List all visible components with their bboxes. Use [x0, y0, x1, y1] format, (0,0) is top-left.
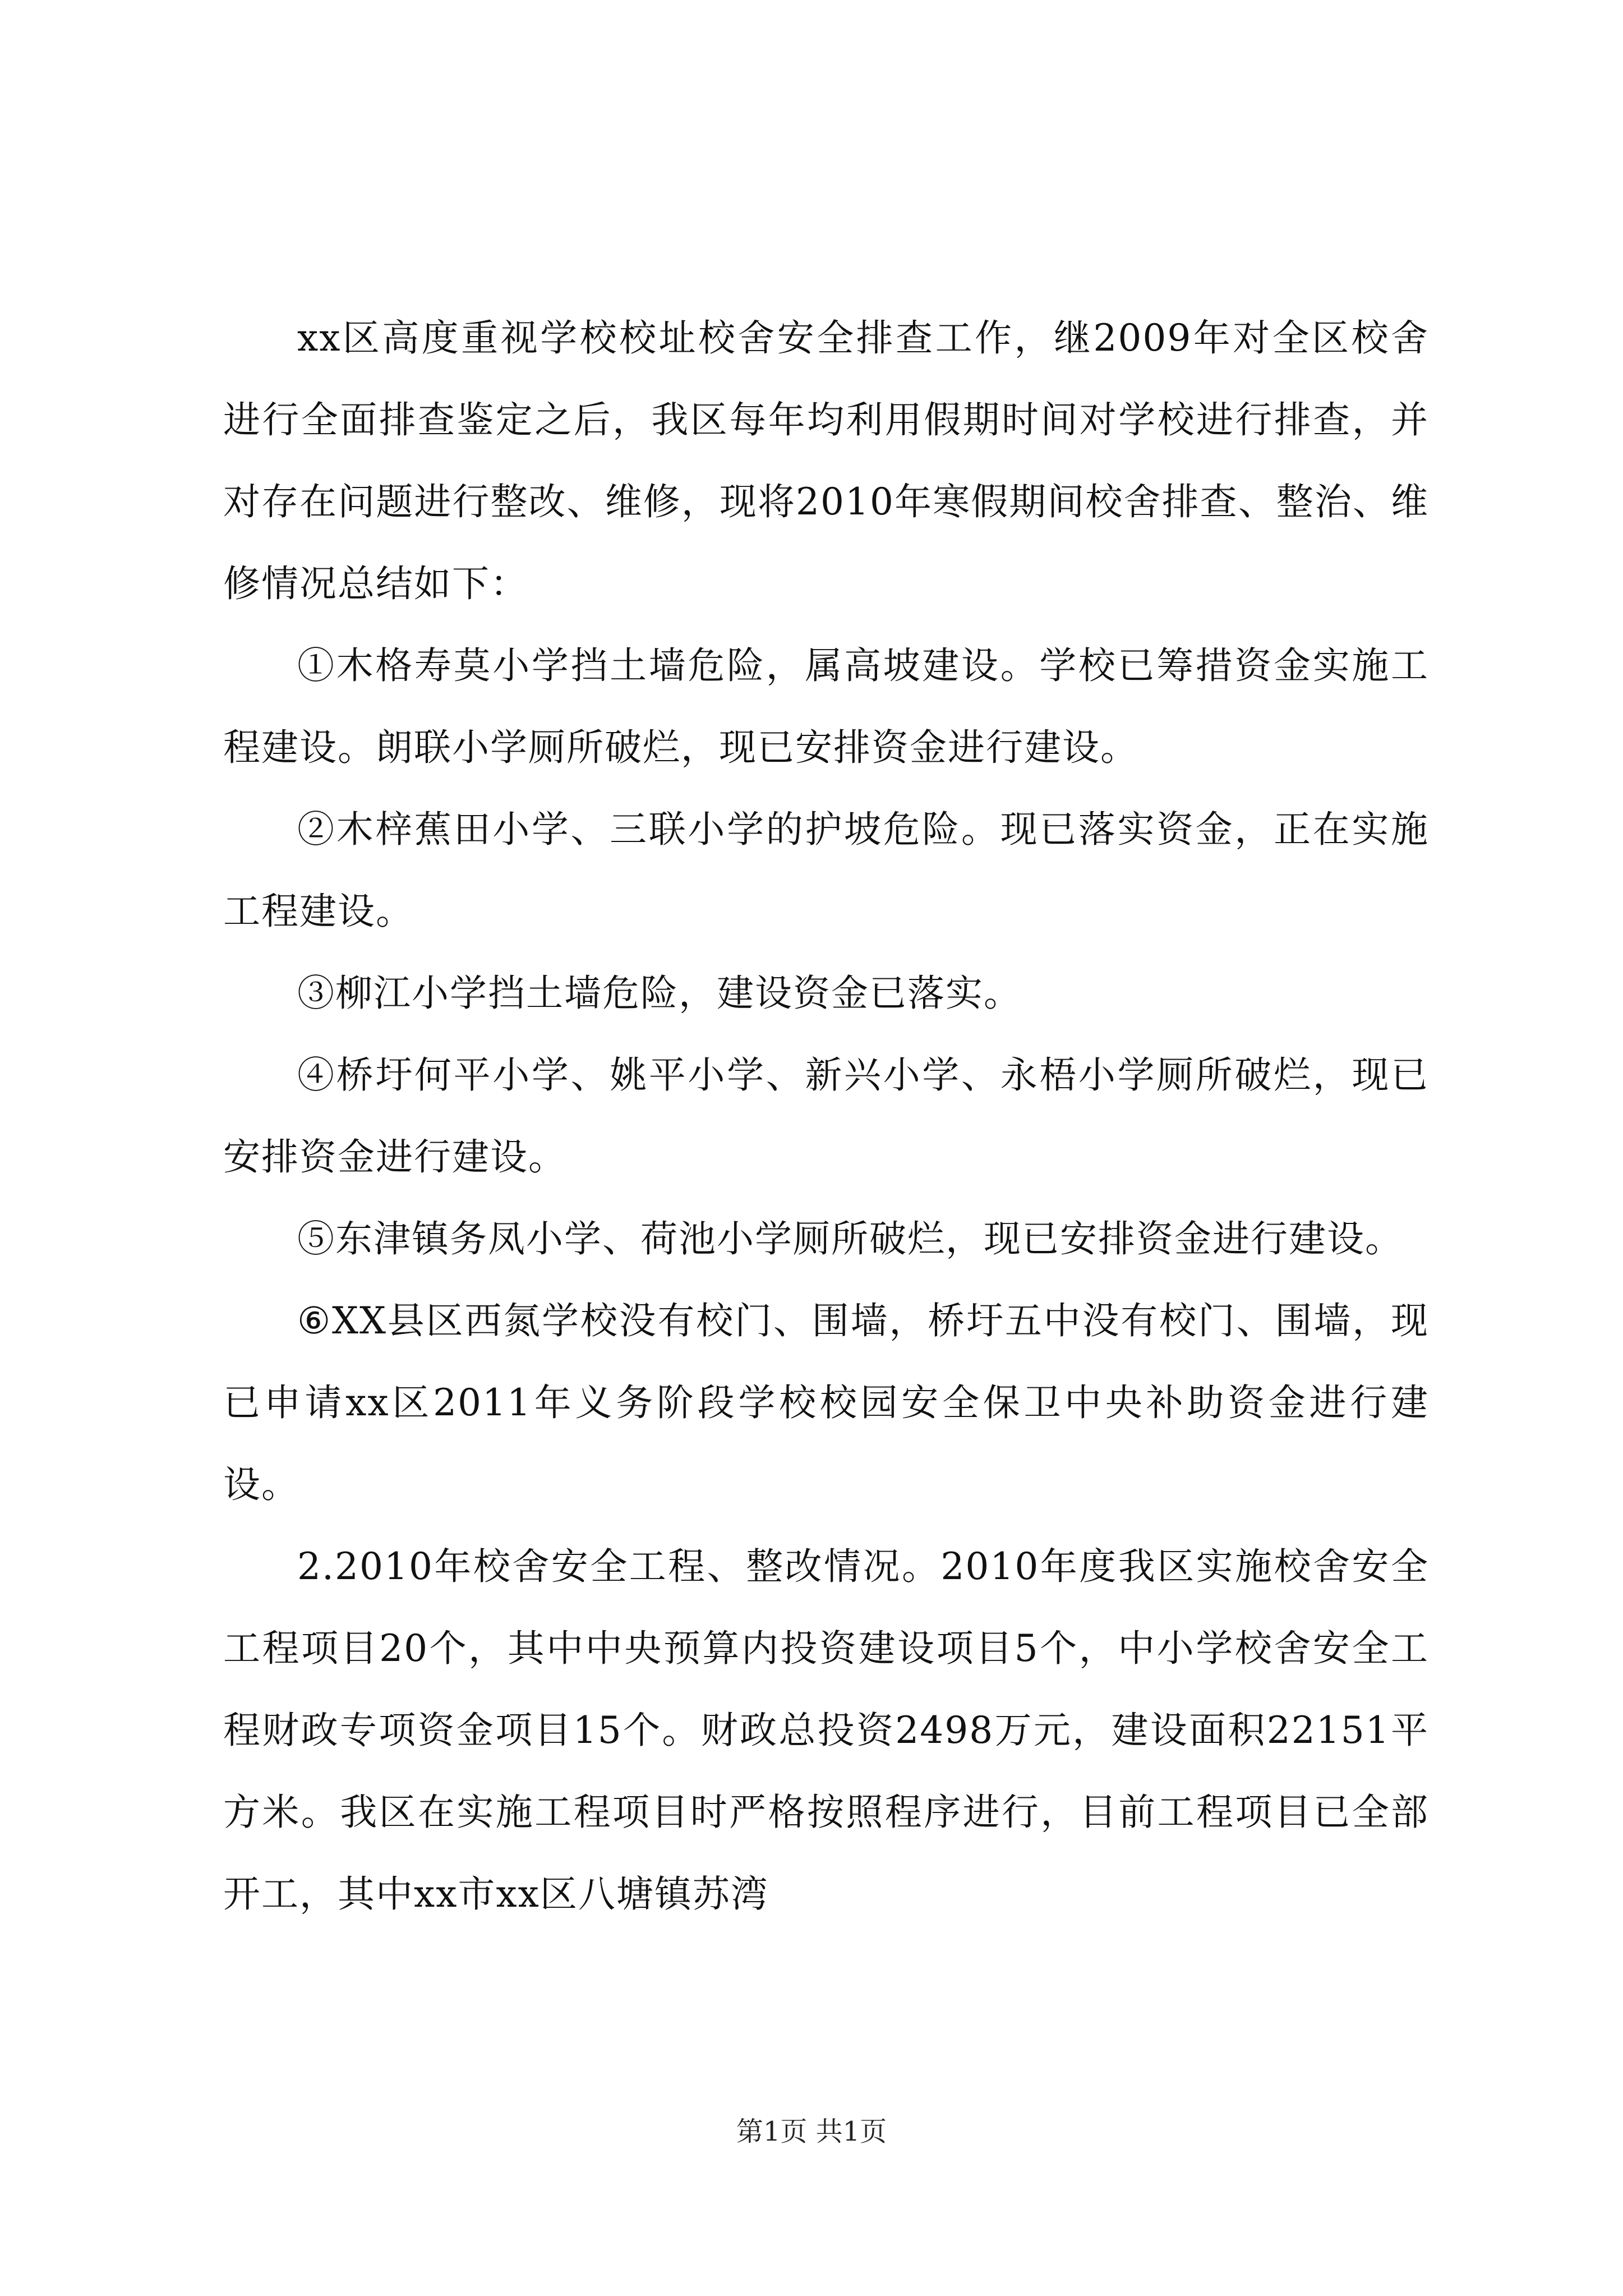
paragraph-section-2: 2.2010年校舍安全工程、整改情况。2010年度我区实施校舍安全工程项目20个，其中中央预算内投资建设项目5个，中小学校舍安全工程财政专项资金项目15个。财政总投资2498万元，建设面积22151平方米。我区在实施工程项目时严格按照程序进行，目前工程项目已全部开工，其中xx市xx区八塘镇苏湾 [223, 1545, 1429, 1916]
paragraph-intro: xx区高度重视学校校址校舍安全排查工作，继2009年对全区校舍进行全面排查鉴定之后，我区每年均利用假期时间对学校进行排查，并对存在问题进行整改、维修，现将2010年寒假期间校舍排查、整治、维修情况总结如下： [223, 316, 1429, 605]
paragraph-item-3: ③柳江小学挡土墙危险，建设资金已落实。 [297, 972, 1022, 1015]
paragraph-item-2: ②木梓蕉田小学、三联小学的护坡危险。现已落实资金，正在实施工程建设。 [223, 808, 1429, 933]
paragraph-item-5: ⑤东津镇务凤小学、荷池小学厕所破烂，现已安排资金进行建设。 [297, 1217, 1403, 1260]
paragraph-item-4: ④桥圩何平小学、姚平小学、新兴小学、永梧小学厕所破烂，现已安排资金进行建设。 [223, 1053, 1429, 1179]
document-body [223, 297, 1429, 1935]
paragraph-item-6: ⑥XX县区西氮学校没有校门、围墙，桥圩五中没有校门、围墙，现已申请xx区2011年义务阶段学校校园安全保卫中央补助资金进行建设。 [223, 1299, 1429, 1506]
paragraph-item-1: ①木格寿莫小学挡土墙危险，属高坡建设。学校已筹措资金实施工程建设。朗联小学厕所破烂，现已安排资金进行建设。 [223, 644, 1429, 769]
page-footer: 第1页 共1页 [736, 2116, 887, 2147]
